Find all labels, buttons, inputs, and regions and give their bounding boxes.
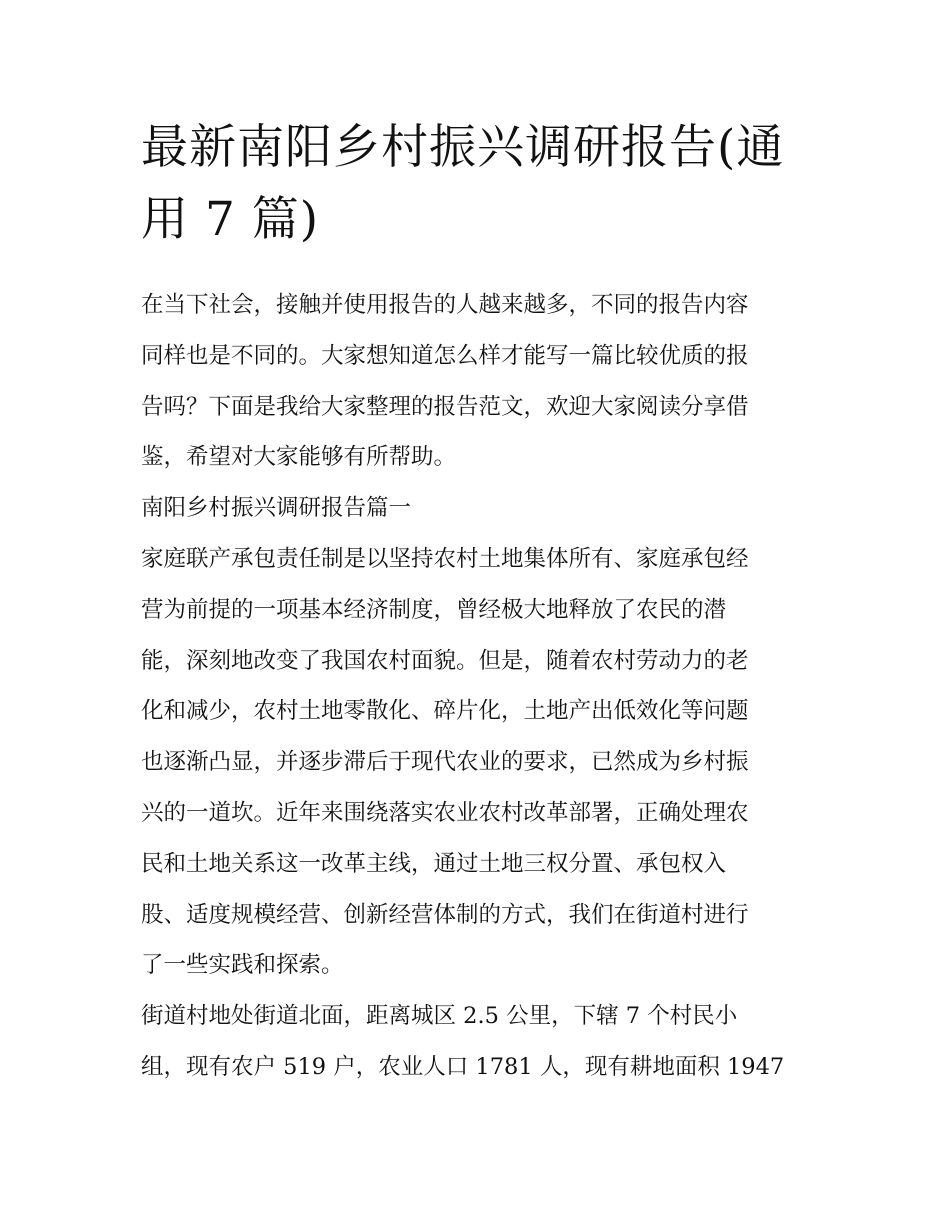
text-line: 告吗？下面是我给大家整理的报告范文，欢迎大家阅读分享借 bbox=[141, 393, 749, 420]
text-line: 家庭联产承包责任制是以坚持农村土地集体所有、家庭承包经 bbox=[141, 545, 749, 572]
section-heading: 南阳乡村振兴调研报告篇一 bbox=[141, 495, 412, 522]
document-content bbox=[141, 112, 813, 1093]
text-line: 组，现有农户 519 户，农业人口 1781 人，现有耕地面积 1947 bbox=[141, 1053, 785, 1080]
text-line: 了一些实践和探索。 bbox=[141, 952, 344, 979]
title-line: 用 7 篇) bbox=[141, 192, 320, 247]
document-title bbox=[141, 112, 813, 256]
text-line: 兴的一道坎。近年来围绕落实农业农村改革部署，正确处理农 bbox=[141, 799, 749, 826]
body-paragraph bbox=[141, 534, 813, 991]
text-line: 街道村地处街道北面，距离城区 2.5 公里，下辖 7 个村民小 bbox=[141, 1003, 738, 1030]
text-line: 也逐渐凸显，并逐步滞后于现代农业的要求，已然成为乡村振 bbox=[141, 749, 749, 776]
document-body bbox=[141, 280, 813, 1093]
text-line: 同样也是不同的。大家想知道怎么样才能写一篇比较优质的报 bbox=[141, 342, 749, 369]
intro-paragraph bbox=[141, 280, 813, 483]
text-line: 营为前提的一项基本经济制度，曾经极大地释放了农民的潜 bbox=[141, 596, 727, 623]
body-paragraph bbox=[141, 991, 813, 1093]
text-line: 化和减少，农村土地零散化、碎片化，土地产出低效化等问题 bbox=[141, 698, 749, 725]
text-line: 在当下社会，接触并使用报告的人越来越多，不同的报告内容 bbox=[141, 292, 749, 318]
text-line: 民和土地关系这一改革主线，通过土地三权分置、承包权入 bbox=[141, 850, 727, 877]
title-line: 最新南阳乡村振兴调研报告(通 bbox=[141, 120, 785, 175]
text-line: 能，深刻地改变了我国农村面貌。但是，随着农村劳动力的老 bbox=[141, 647, 749, 674]
text-line: 股、适度规模经营、创新经营体制的方式，我们在街道村进行 bbox=[141, 901, 749, 928]
text-line: 鉴，希望对大家能够有所帮助。 bbox=[141, 444, 457, 471]
